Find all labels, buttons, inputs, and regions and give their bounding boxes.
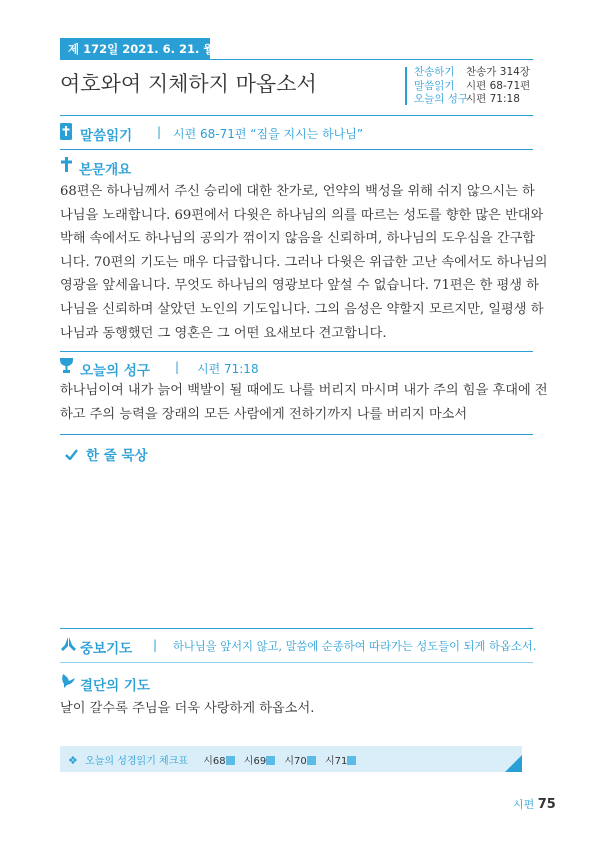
- section-divider: [60, 628, 533, 629]
- overview-line: 나님을 신뢰하며 살았던 노인의 기도입니다. 그의 음성은 약할지 모르지만, 일평생 하: [60, 301, 544, 317]
- verse-line: 하고 주의 능력을 장래의 모든 사람에게 전하기까지 나를 버리지 마소서: [60, 406, 468, 422]
- meta-block: [414, 66, 530, 107]
- meta-row-hymn: 찬송하기 찬송가 314장: [414, 66, 530, 78]
- checklist-item-label: 시69: [243, 756, 267, 767]
- page-footer: [513, 796, 556, 812]
- date-badge: 제 172일 2021. 6. 21. 월: [60, 38, 210, 60]
- checklist-item-label: 시71: [324, 756, 348, 767]
- overview-heading: 본문개요: [79, 162, 132, 178]
- checkbox-ps68[interactable]: [226, 756, 235, 765]
- dove-icon: [61, 672, 76, 692]
- reading-subtitle: 시편 68-71편 “짐을 지시는 하나님”: [173, 127, 364, 141]
- meditation-heading: 한 줄 묵상: [86, 448, 148, 464]
- header-divider: [60, 59, 533, 60]
- section-divider: [60, 434, 533, 435]
- verse-reference: 시편 71:18: [197, 362, 259, 376]
- overview-line: 나님을 노래합니다. 69편에서 다윗은 하나님의 의를 따르는 성도를 향한 많은 반대와: [60, 207, 544, 223]
- chalice-icon: [60, 358, 73, 377]
- praying-hands-icon: [60, 636, 77, 656]
- meta-row-verse: 오늘의 성구시편 71:18: [414, 93, 520, 105]
- section-divider: [60, 351, 533, 352]
- section-divider: [60, 662, 533, 663]
- meditation-writing-area[interactable]: [60, 468, 533, 624]
- checkbox-ps70[interactable]: [307, 756, 316, 765]
- checklist-item-label: 시68: [203, 756, 226, 767]
- reading-heading: 말씀읽기: [80, 128, 133, 144]
- overview-line: 나님과 동행했던 그 영혼은 그 어떤 요새보다 견고합니다.: [60, 325, 387, 341]
- reading-checklist: [68, 752, 362, 767]
- verse-text: [60, 379, 548, 426]
- overview-line: 영광을 앞세웁니다. 무엇도 하나님의 영광보다 앞설 수 없습니다. 71편은 한 평생 하: [60, 278, 539, 294]
- overview-line: 68편은 하나님께서 주신 승리에 대한 찬가로, 언약의 백성을 위해 쉬지 않으시는 하: [60, 184, 535, 199]
- checkbox-ps71[interactable]: [347, 756, 356, 765]
- resolution-heading: 결단의 기도: [80, 678, 150, 694]
- overview-text: [60, 180, 547, 345]
- footer-book: 시편: [513, 798, 535, 811]
- checkmark-icon: [65, 445, 78, 464]
- corner-fold: [505, 755, 522, 772]
- verse-line: 하나님이여 내가 늙어 백발이 될 때에도 나를 버리지 마시며 내가 주의 힘을 후대에 전: [60, 383, 548, 398]
- intercession-heading: 중보기도: [80, 641, 133, 657]
- diamond-icon: ❖: [68, 754, 78, 767]
- cross-icon: [61, 157, 72, 176]
- verse-heading: 오늘의 성구: [80, 363, 150, 379]
- checkbox-ps69[interactable]: [266, 756, 275, 765]
- page-title: 여호와여 지체하지 마옵소서: [60, 72, 317, 96]
- section-divider: [60, 115, 533, 116]
- page-number: 75: [537, 797, 556, 812]
- verse-separator: |: [175, 360, 180, 374]
- meta-row-reading: 말씀읽기 시편 68-71편: [414, 79, 531, 92]
- intercession-separator: |: [153, 638, 158, 652]
- bible-icon: [60, 123, 72, 144]
- resolution-text: 날이 갈수록 주님을 더욱 사랑하게 하옵소서.: [60, 701, 315, 716]
- overview-line: 니다. 70편의 기도는 매우 다급합니다. 그러나 다윗은 위급한 고난 속에서도 하나님의: [60, 254, 548, 270]
- meta-divider: [405, 67, 407, 105]
- overview-line: 박해 속에서도 하나님의 공의가 꺾이지 않음을 신뢰하며, 하나님의 도우심을 간구합: [60, 231, 536, 247]
- checklist-label: 오늘의 성경읽기 체크표: [85, 756, 189, 767]
- reading-separator: |: [157, 125, 162, 139]
- section-divider: [60, 149, 533, 150]
- intercession-text: 하나님을 앞서지 않고, 말씀에 순종하여 따라가는 성도들이 되게 하옵소서.: [173, 640, 537, 653]
- checklist-item-label: 시70: [284, 756, 307, 767]
